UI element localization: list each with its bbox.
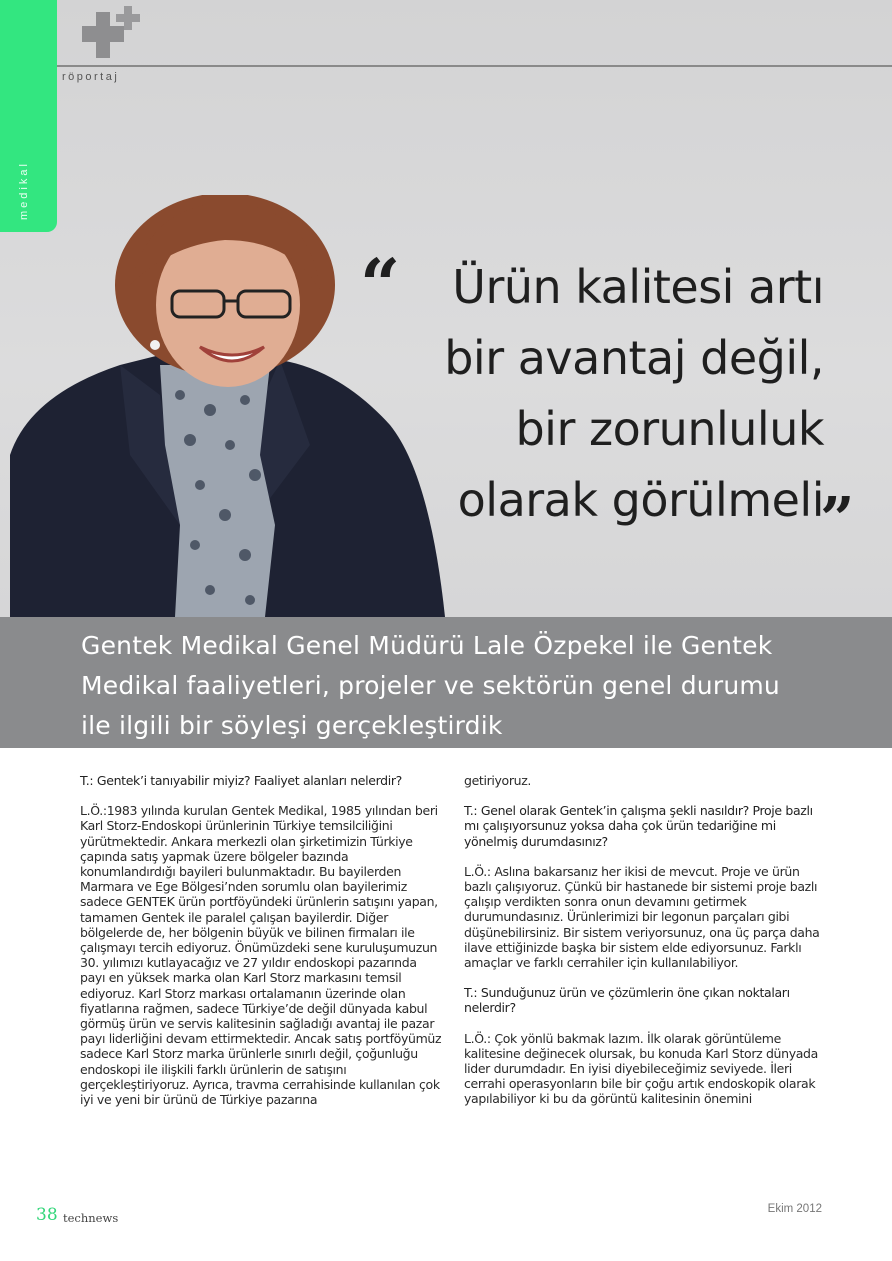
quote-line: Ürün kalitesi artı bbox=[452, 260, 824, 314]
quote-line: bir avantaj değil, bbox=[444, 331, 824, 385]
quote-line: bir zorunluluk bbox=[515, 402, 824, 456]
quote-line: olarak görülmeli bbox=[457, 473, 824, 527]
issue-date: Ekim 2012 bbox=[767, 1203, 822, 1215]
intro-line: Medikal faaliyetleri, projeler ve sektörün genel durumu bbox=[81, 671, 780, 700]
page-number: 38 bbox=[36, 1205, 58, 1225]
question-paragraph: T.: Sunduğunuz ürün ve çözümlerin öne çıkan noktaları nelerdir? bbox=[464, 985, 790, 1016]
magazine-brand: technews bbox=[63, 1211, 119, 1225]
intro-line: ile ilgili bir söyleşi gerçekleştirdik bbox=[81, 711, 503, 740]
header-rule bbox=[57, 65, 892, 67]
article-right-column bbox=[464, 773, 826, 1122]
answer-paragraph: L.Ö.: Aslına bakarsanız her ikisi de mevcut. Proje ve ürün bazlı çalışıyoruz. Çünkü bir hastanede bir sistemi proje bazlı çalışıp verdikten sonra onun devamını getirmek durumundasınız. Ürünlerimizi bir legonun parçaları gibi düşünebilirsiniz. Bir sistem veriyorsunuz, ona üç parça daha ilave ettiğinizde başka bir sistem elde ediyorsunuz. Farklı amaçlar ve farklı cerrahiler için kullanılabiliyor. bbox=[464, 863, 820, 971]
plus-logo-icon bbox=[82, 6, 142, 58]
vertical-section-label: medikal bbox=[18, 161, 30, 220]
section-label: röportaj bbox=[62, 71, 120, 83]
quote-close-mark: ” bbox=[820, 485, 855, 555]
article-left-column bbox=[80, 773, 445, 1122]
continued-paragraph: getiriyoruz. bbox=[464, 773, 532, 788]
question-paragraph: T.: Gentek’i tanıyabilir miyiz? Faaliyet alanları nelerdir? bbox=[80, 773, 402, 788]
pull-quote bbox=[344, 243, 824, 536]
question-paragraph: T.: Genel olarak Gentek’in çalışma şekli nasıldır? Proje bazlı mı çalışıyorsunuz yoksa daha çok ürün tedariğine mi yönelmiş durumdasınız? bbox=[464, 803, 813, 849]
quote-open-mark: “ bbox=[360, 243, 401, 326]
answer-paragraph: L.Ö.: Çok yönlü bakmak lazım. İlk olarak görüntüleme kalitesine değinecek olursak, bu konuda Karl Storz dünyada lider durumdadır. En iyisi diyebileceğimiz seviyede. İleri cerrahi operasyonların bile bir çoğu artık endoskopik olarak yapılabiliyor ki bu da görüntü kalitesinin önemini bbox=[464, 1030, 818, 1107]
intro-line: Gentek Medikal Genel Müdürü Lale Özpekel ile Gentek bbox=[81, 631, 773, 660]
answer-paragraph: L.Ö.:1983 yılında kurulan Gentek Medikal, 1985 yılından beri Karl Storz-Endoskopi ürünlerinin Türkiye temsilciliğini yürütmektedir. Ankara merkezli olan şirketimizin Türkiye çapında satış yapmak üzere bölgeler bazında konumlandırdığı bayileri bulunmaktadır. Bu bayilerden Marmara ve Ege Bölgesi’nden sorumlu olan bayilerimiz sadece GENTEK ürün portföyündeki ürünlerin satışını yapan, tamamen Gentek ile paralel çalışan bayilerdir. Diğer bölgelerde de, her bölgenin büyük ve bilinen firmaları ile çalışmayı tercih ediyoruz. Önümüzdeki sene kuruluşumuzun 30. yılımızı kutlayacağız ve 27 yıldır endoskopi pazarında payı en yüksek marka olan Karl Storz markasını temsil ediyoruz. Karl Storz markası ortalamanın üzerinde olan fiyatlarına rağmen, sadece Türkiye’de değil dünyada kabul görmüş ürün ve servis kalitesinin sağladığı avantaj ile pazar payı liderliğini devam ettirmektedir. Ancak satış portföyümüz sadece Karl Storz marka ürünlerle sınırlı değil, çoğunluğu endoskopi ile ilişkili farklı ürünlerin de satışını gerçekleştiriyoruz. Ayrıca, travma cerrahisinde kullanılan çok iyi ve yeni bir ürünü de Türkiye pazarına bbox=[80, 803, 442, 1108]
intro-text bbox=[81, 626, 851, 746]
